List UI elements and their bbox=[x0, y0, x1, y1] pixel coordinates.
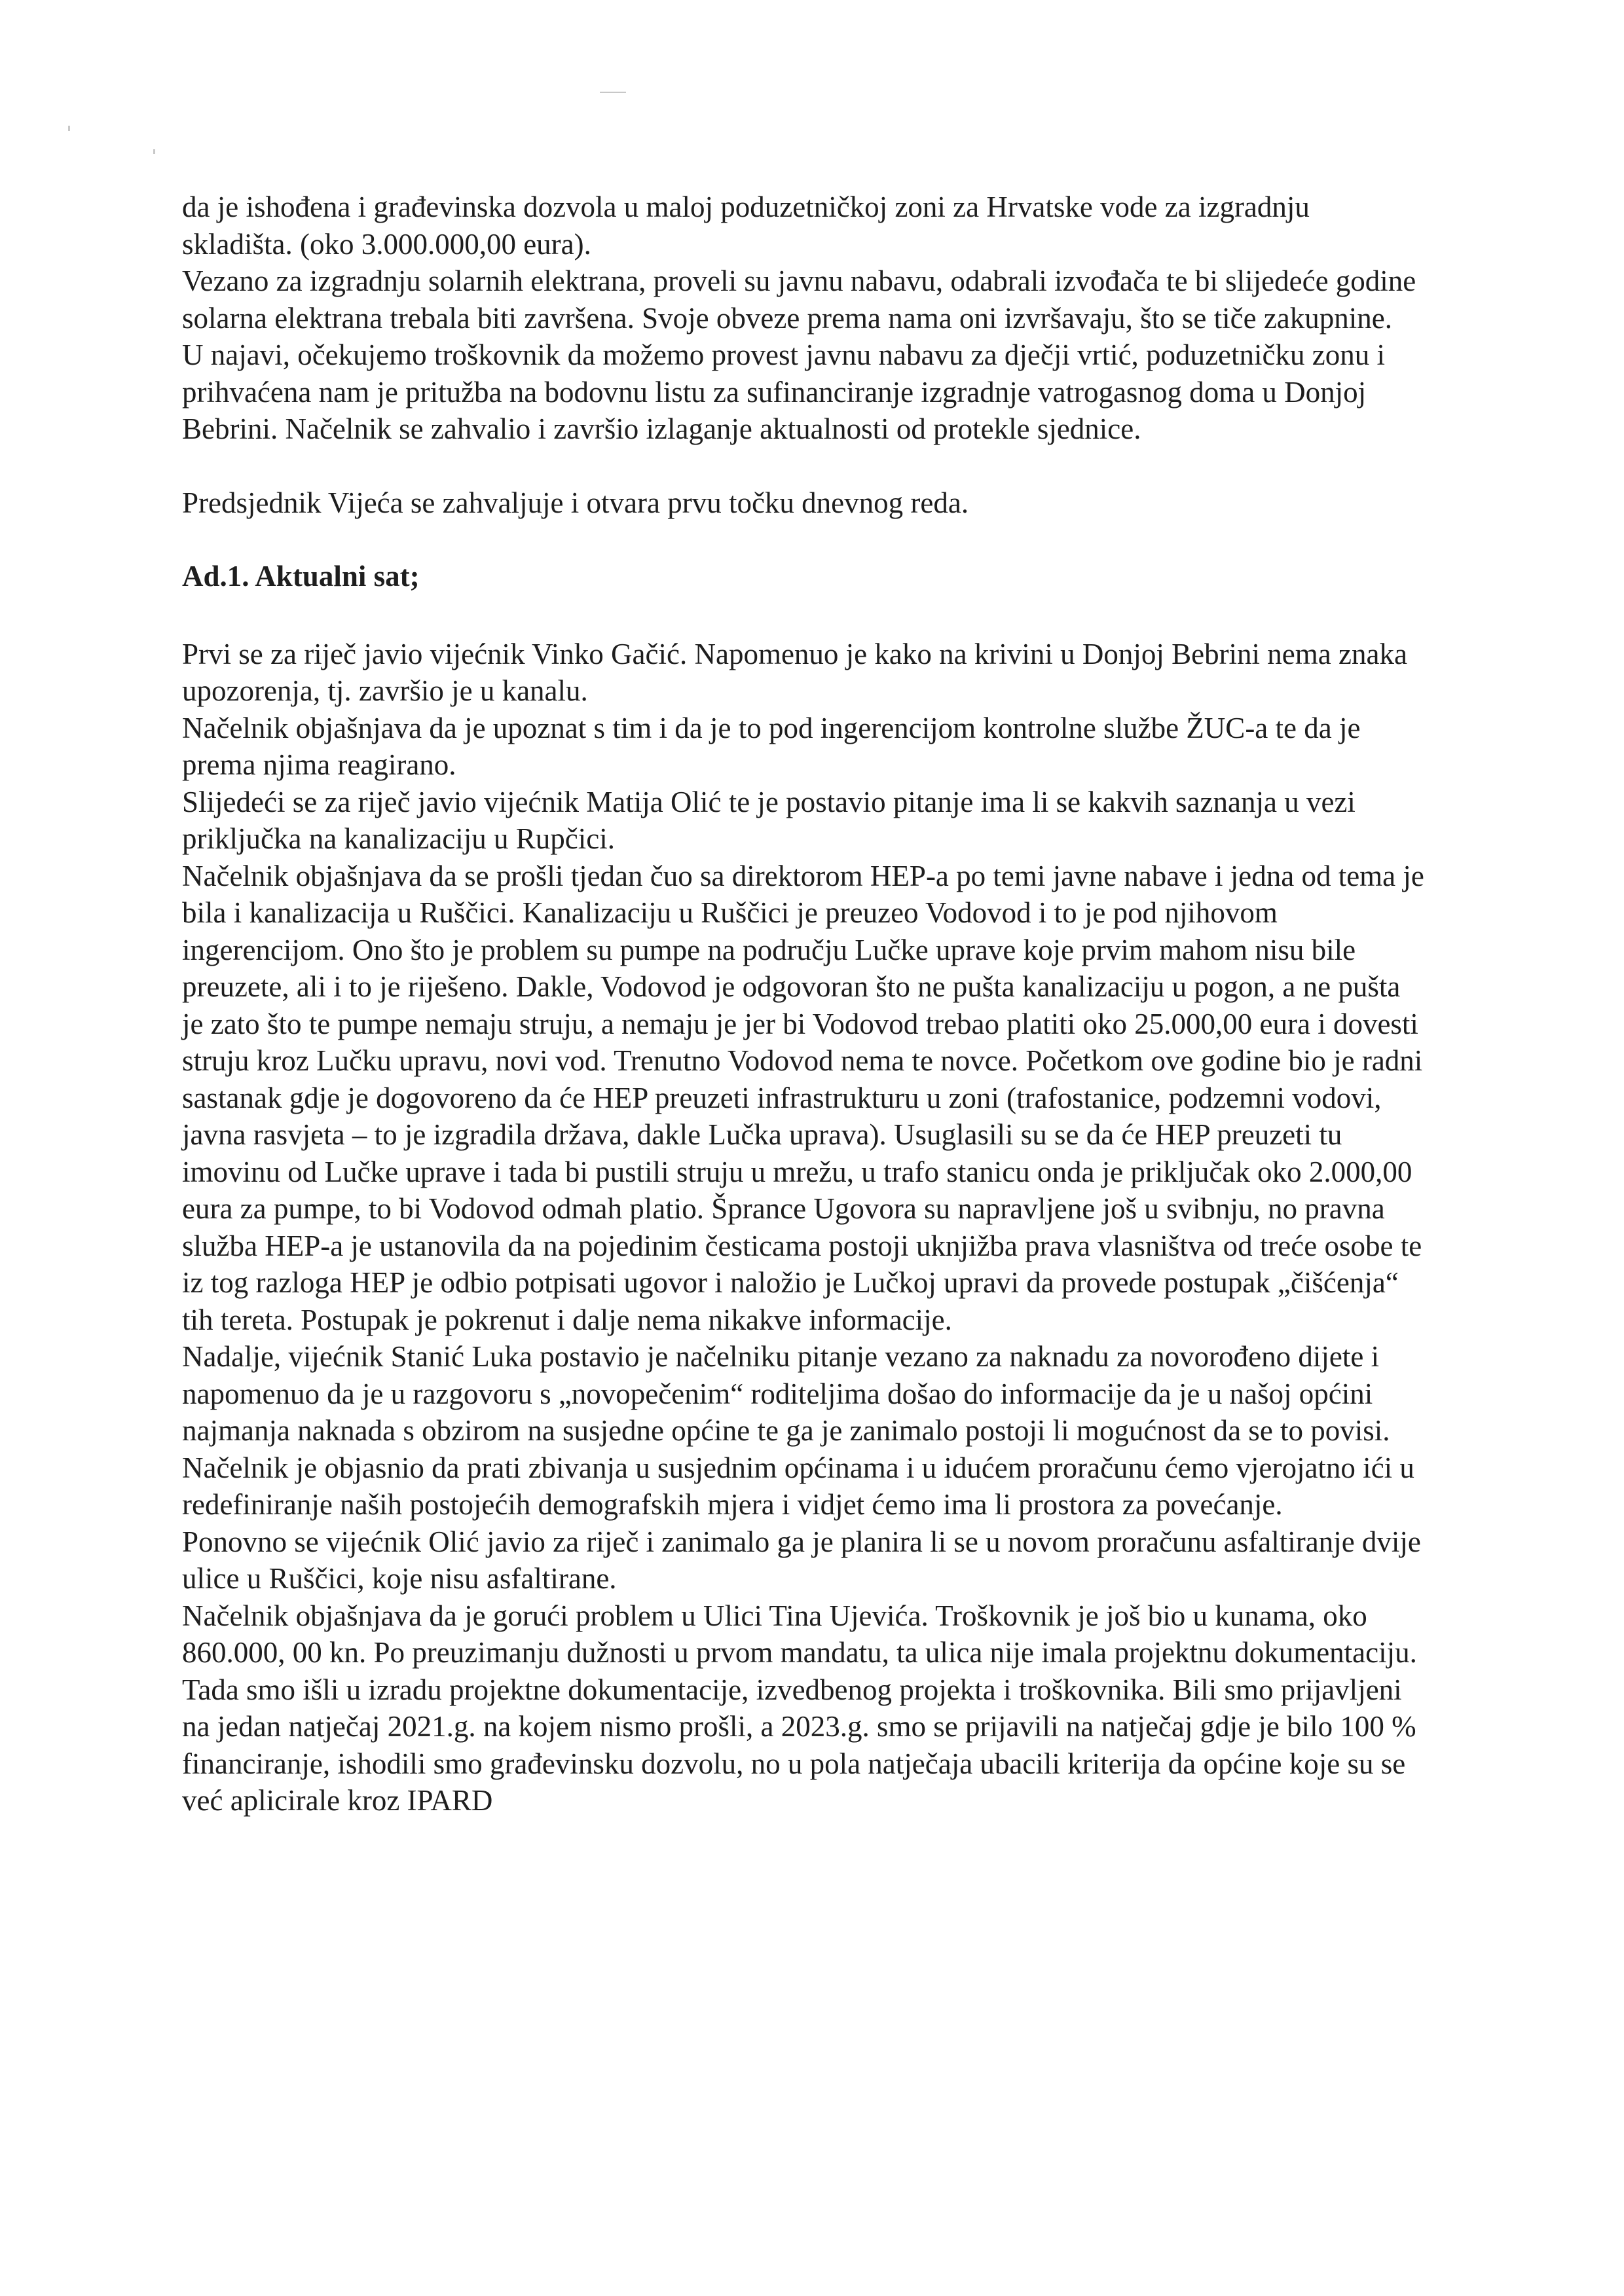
intro-paragraph-1: da je ishođena i građevinska dozvola u maloj poduzetničkoj zoni za Hrvatske vode za izgradnju skladišta. (oko 3.000.000,00 eura). bbox=[182, 191, 1310, 261]
section-paragraph-6: Načelnik je objasnio da prati zbivanja u susjednim općinama i u idućem proračunu ćemo vjerojatno ići u redefiniranje naših postojećih demografskih mjera i vidjet ćemo ima li prostora za povećanje. bbox=[182, 1451, 1414, 1521]
document-page bbox=[182, 189, 1426, 1819]
intro-paragraph-2: Vezano za izgradnju solarnih elektrana, proveli su javnu nabavu, odabrali izvođača te bi slijedeće godine solarna elektrana trebala biti završena. Svoje obveze prema nama oni izvršavaju, što se tiče zakupnine. bbox=[182, 264, 1416, 335]
section-paragraph-4: Načelnik objašnjava da se prošli tjedan čuo sa direktorom HEP-a po temi javne nabave i jedna od tema je bila i kanalizacija u Ruščici. Kanalizaciju u Ruščici je preuzeo Vodovod i to je pod njihovom ingerencijom. Ono što je problem su pumpe na području Lučke uprave koje prvim mahom nisu bile preuzete, ali i to je riješeno. Dakle, Vodovod je odgovoran što ne pušta kanalizaciju u pogon, a ne pušta je zato što te pumpe nemaju struju, a nemaju je jer bi Vodovod trebao platiti oko 25.000,00 eura i dovesti struju kroz Lučku upravu, novi vod. Trenutno Vodovod nema te novce. Početkom ove godine bio je radni sastanak gdje je dogovoreno da će HEP preuzeti infrastrukturu u zoni (trafostanice, podzemni vodovi, javna rasvjeta – to je izgradila država, dakle Lučka uprava). Usuglasili su se da će HEP preuzeti tu imovinu od Lučke uprave i tada bi pustili struju u mrežu, u trafo stanicu onda je priključak oko 2.000,00 eura za pumpe, to bi Vodovod odmah platio. Šprance Ugovora su napravljene još u svibnju, no pravna služba HEP-a je ustanovila da na pojedinim česticama postoji uknjižba prava vlasništva od treće osobe te iz tog razloga HEP je odbio potpisati ugovor i naložio je Lučkoj upravi da provede postupak „čišćenja“ tih tereta. Postupak je pokrenut i dalje nema nikakve informacije. bbox=[182, 859, 1424, 1336]
section-paragraph-2: Načelnik objašnjava da je upoznat s tim i da je to pod ingerencijom kontrolne službe ŽUC-a te da je prema njima reagirano. bbox=[182, 711, 1361, 781]
section-paragraph-7: Ponovno se vijećnik Olić javio za riječ i zanimalo ga je planira li se u novom proračunu asfaltiranje dvije ulice u Ruščici, koje nisu asfaltirane. bbox=[182, 1525, 1421, 1595]
spacer bbox=[182, 521, 1426, 558]
spacer bbox=[182, 595, 1426, 636]
section-paragraph-8: Načelnik objašnjava da je gorući problem u Ulici Tina Ujevića. Troškovnik je još bio u kunama, oko 860.000, 00 kn. Po preuzimanju dužnosti u prvom mandatu, ta ulica nije imala projektnu dokumentaciju. Tada smo išli u izradu projektne dokumentacije, izvedbenog projekta i troškovnika. Bili smo prijavljeni na jedan natječaj 2021.g. na kojem nismo prošli, a 2023.g. smo se prijavili na natječaj gdje je bilo 100 % financiranje, ishodili smo građevinsku dozvolu, no u pola natječaja ubacili kriterija da općine koje su se već aplicirale kroz IPARD bbox=[182, 1599, 1417, 1817]
section-paragraph-1: Prvi se za riječ javio vijećnik Vinko Gačić. Napomenuo je kako na krivini u Donjoj Bebrini nema znaka upozorenja, tj. završio je u kanalu. bbox=[182, 637, 1407, 707]
section-paragraph-3: Slijedeći se za riječ javio vijećnik Matija Olić te je postavio pitanje ima li se kakvih saznanja u vezi priključka na kanalizaciju u Rupčici. bbox=[182, 785, 1356, 855]
spacer bbox=[182, 448, 1426, 484]
section-heading: Ad.1. Aktualni sat; bbox=[182, 560, 420, 592]
chair-statement: Predsjednik Vijeća se zahvaljuje i otvara prvu točku dnevnog reda. bbox=[182, 486, 969, 519]
scan-mark-left bbox=[68, 126, 70, 131]
scan-mark-top bbox=[600, 92, 626, 93]
scan-mark-left-2 bbox=[153, 149, 155, 154]
intro-paragraph-3: U najavi, očekujemo troškovnik da možemo provest javnu nabavu za dječji vrtić, poduzetničku zonu i prihvaćena nam je pritužba na bodovnu listu za sufinanciranje izgradnje vatrogasnog doma u Donjoj Bebrini. Načelnik se zahvalio i završio izlaganje aktualnosti od protekle sjednice. bbox=[182, 338, 1385, 445]
section-paragraph-5: Nadalje, vijećnik Stanić Luka postavio je načelniku pitanje vezano za naknadu za novorođeno dijete i napomenuo da je u razgovoru s „novopečenim“ roditeljima došao do informacije da je u našoj općini najmanja naknada s obzirom na susjedne općine te ga je zanimalo postoji li mogućnost da se to povisi. bbox=[182, 1340, 1390, 1447]
